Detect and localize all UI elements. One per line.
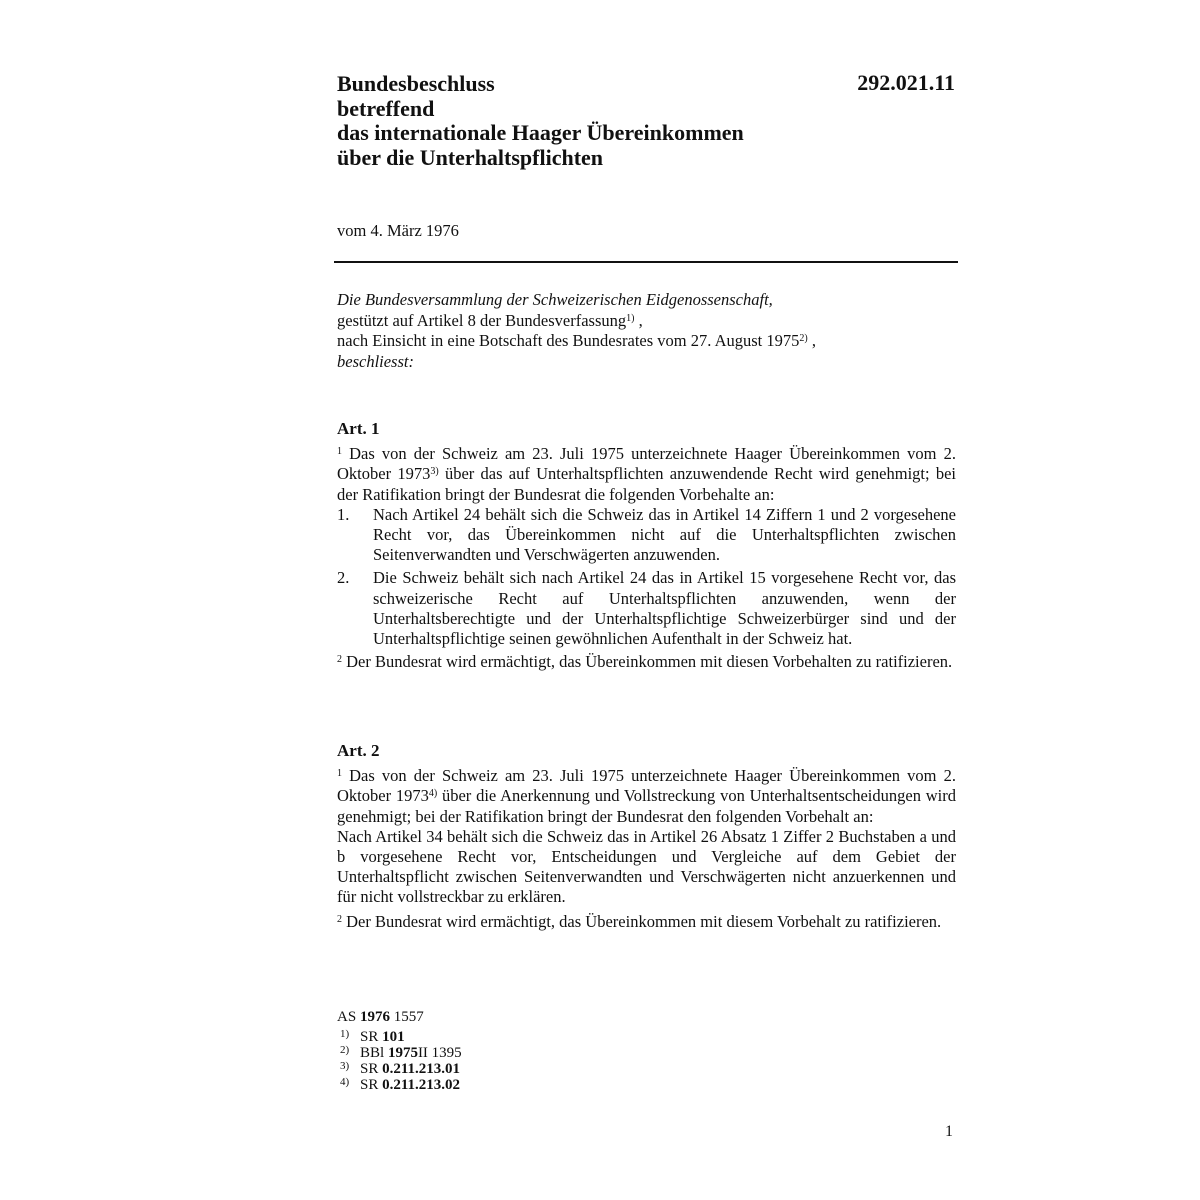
page-number: 1 <box>945 1123 953 1140</box>
preamble <box>337 290 956 372</box>
article-2 <box>337 741 956 932</box>
preamble-decides: beschliesst: <box>337 351 414 371</box>
footnote-number: 101 <box>382 1029 405 1045</box>
title-line: betreffend <box>337 95 435 121</box>
paragraph-number: 1 <box>337 446 342 458</box>
title-line: das internationale Haager Übereinkommen <box>337 120 744 145</box>
article-heading: Art. 1 <box>337 419 380 438</box>
paragraph-number: 2 <box>337 913 342 925</box>
footnote-mark: 4) <box>340 1076 350 1088</box>
title-line: über die Unterhaltspflichten <box>337 144 604 170</box>
paragraph-number: 2 <box>337 654 342 666</box>
footnote-prefix: BBl <box>360 1045 385 1061</box>
preamble-message-text: nach Einsicht in eine Botschaft des Bundesrates vom 27. August 1975 <box>337 331 800 350</box>
article-paragraph <box>337 444 956 505</box>
footnote-prefix: SR <box>360 1077 379 1093</box>
article-paragraph <box>337 912 956 932</box>
paragraph-text: Das von der Schweiz am 23. Juli 1975 unterzeichnete Haager Übereinkommen vom 2. Oktober 1973 <box>337 766 956 806</box>
paragraph-text: Der Bundesrat wird ermächtigt, das Übereinkommen mit diesen Vorbehalten zu ratifizieren. <box>342 652 953 672</box>
paragraph-number: 1 <box>337 768 342 780</box>
list-item-number: 1. <box>337 504 350 524</box>
preamble-assembly: Die Bundesversammlung der Schweizerischen Eidgenossenschaft, <box>337 290 773 309</box>
paragraph-text: über die Anerkennung und Vollstreckung von Unterhaltsentscheidungen wird genehmigt; bei der Ratifikation bringt der Bundesrat den folgenden Vorbehalt an: <box>337 786 956 826</box>
footnote-ref[interactable]: 3) <box>430 466 439 478</box>
footnote-suffix: II 1395 <box>417 1045 462 1061</box>
article-paragraph <box>337 766 956 827</box>
article-paragraph <box>337 652 956 672</box>
preamble-message-end: , <box>807 331 816 350</box>
footnote-number: 0.211.213.01 <box>382 1061 461 1077</box>
preamble-basis <box>337 311 956 332</box>
footnote-ref[interactable]: 4) <box>428 788 438 800</box>
list-item <box>337 505 956 566</box>
paragraph-text: über das auf Unterhaltspflichten anzuwendende Recht wird genehmigt; bei der Ratifikation bringt der Bundesrat die folgenden Vorbehalte an: <box>337 464 956 504</box>
preamble-basis-end: , <box>634 310 643 330</box>
footnote-ref[interactable]: 1) <box>626 312 635 324</box>
footnote-prefix: SR <box>360 1029 379 1045</box>
article-1 <box>337 419 956 672</box>
title-line: Bundesbeschluss <box>337 71 495 96</box>
article-heading: Art. 2 <box>337 741 380 760</box>
footnote-number: 1975 <box>387 1045 418 1061</box>
sr-number: 292.021.11 <box>857 70 955 95</box>
footnote-prefix: SR <box>360 1061 379 1077</box>
preamble-message <box>337 331 956 352</box>
preamble-basis-text: gestützt auf Artikel 8 der Bundesverfassung <box>337 310 627 330</box>
header-divider <box>334 261 958 263</box>
paragraph-text: Der Bundesrat wird ermächtigt, das Übereinkommen mit diesem Vorbehalt zu ratifizieren. <box>342 911 942 931</box>
footnotes <box>340 1029 462 1093</box>
decree-date: vom 4. März 1976 <box>337 221 459 240</box>
list-item-text: Nach Artikel 24 behält sich die Schweiz das in Artikel 14 Ziffern 1 und 2 vorgesehene Recht vor, das Übereinkommen nicht auf die Unterhaltspflichten zwischen Seitenverwandten und Verschwägerten anzuwenden. <box>373 504 956 565</box>
footnote-ref[interactable]: 2) <box>799 333 808 344</box>
as-prefix: AS <box>337 1009 360 1025</box>
document-title <box>337 72 744 170</box>
list-item <box>337 568 956 649</box>
footnote <box>340 1077 462 1093</box>
footnote-number: 0.211.213.02 <box>382 1077 461 1093</box>
official-compilation-ref <box>337 1009 424 1026</box>
reservation-text: Nach Artikel 34 behält sich die Schweiz das in Artikel 26 Absatz 1 Ziffer 2 Buchstaben a und b vorgesehene Recht vor, Entscheidungen und Vergleiche auf dem Gebiet der Unterhaltspflicht zwischen Seitenverwandten und Verschwägerten nicht anzuerkennen und für nicht vollstreckbar zu erklären. <box>337 826 956 907</box>
footnote-mark: 3) <box>340 1060 350 1072</box>
footnote-mark: 1) <box>340 1028 350 1040</box>
as-page: 1557 <box>389 1009 424 1025</box>
list-item-text: Die Schweiz behält sich nach Artikel 24 das in Artikel 15 vorgesehene Recht vor, das schweizerische Recht auf Unterhaltspflichten anzuwenden, wenn der Unterhaltsberechtigte und der Unterhaltspflichtige Schweizerbürger sind und der Unterhaltspflichtige seinen gewöhnlichen Aufenthalt in der Schweiz hat. <box>373 568 956 649</box>
as-year: 1976 <box>359 1009 390 1025</box>
footnote-mark: 2) <box>340 1044 350 1056</box>
paragraph-text: Das von der Schweiz am 23. Juli 1975 unterzeichnete Haager Übereinkommen vom 2. Oktober 1973 <box>337 444 956 484</box>
list-item-number: 2. <box>337 568 350 588</box>
